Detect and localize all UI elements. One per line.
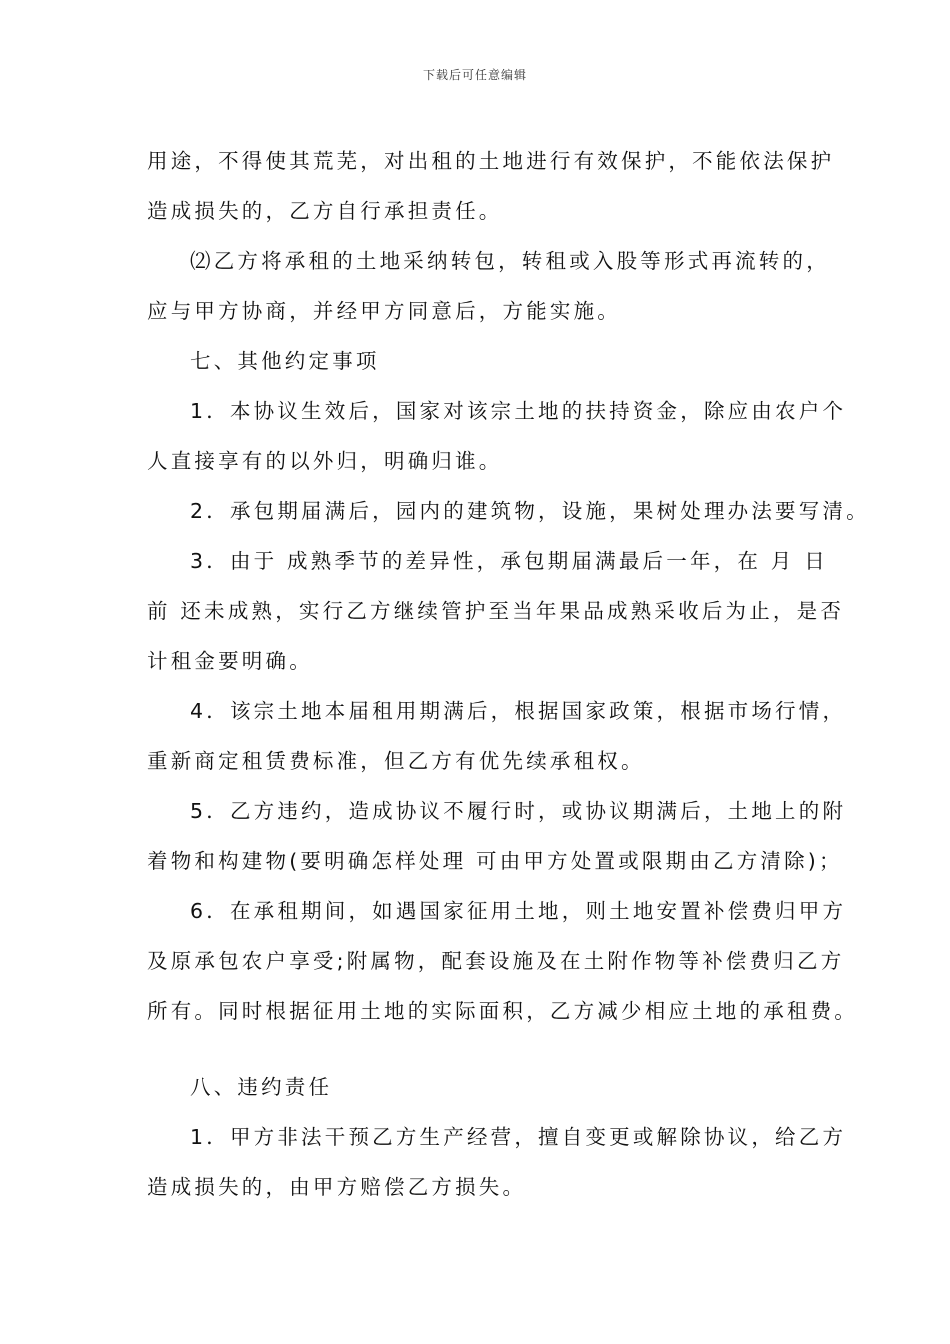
text-line: 用途，不得使其荒芜，对出租的土地进行有效保护，不能依法保护 — [147, 149, 835, 173]
text-line: 4．该宗土地本届租用期满后，根据国家政策，根据市场行情， — [190, 699, 847, 723]
text-line: 前 还未成熟，实行乙方继续管护至当年果品成熟采收后为止，是否 — [147, 599, 845, 623]
text-line: 3．由于 成熟季节的差异性，承包期届满最后一年，在 月 日 — [190, 549, 828, 573]
text-line: 造成损失的，由甲方赔偿乙方损失。 — [147, 1175, 527, 1199]
section-heading: 八、违约责任 — [190, 1075, 333, 1099]
text-line: 2．承包期届满后，园内的建筑物，设施，果树处理办法要写清。 — [190, 499, 870, 523]
text-line: ⑵乙方将承租的土地采纳转包，转租或入股等形式再流转的， — [190, 249, 830, 273]
text-line: 1．本协议生效后，国家对该宗土地的扶持资金，除应由农户个 — [190, 399, 847, 423]
document-body — [147, 136, 870, 1212]
text-line: 人直接享有的以外归，明确归谁。 — [147, 449, 503, 473]
paragraph-gap — [147, 1036, 817, 1062]
text-line: 重新商定租赁费标准，但乙方有优先续承租权。 — [147, 749, 645, 773]
text-line: 着物和构建物(要明确怎样处理 可由甲方处置或限期由乙方清除)； — [147, 849, 843, 873]
page-header: 下载后可任意编辑 — [422, 68, 527, 82]
section-heading: 七、其他约定事项 — [190, 349, 380, 373]
text-line: 计租金要明确。 — [147, 649, 313, 673]
text-line: 造成损失的，乙方自行承担责任。 — [147, 199, 503, 223]
text-line: 所有。同时根据征用土地的实际面积，乙方减少相应土地的承租费。 — [147, 999, 858, 1023]
text-line: 1．甲方非法干预乙方生产经营，擅自变更或解除协议，给乙方 — [190, 1125, 847, 1149]
text-line: 5．乙方违约，造成协议不履行时，或协议期满后，土地上的附 — [190, 799, 847, 823]
text-line: 6．在承租期间，如遇国家征用土地，则土地安置补偿费归甲方 — [190, 899, 847, 923]
text-line: 应与甲方协商，并经甲方同意后，方能实施。 — [147, 299, 621, 323]
text-line: 及原承包农户享受;附属物，配套设施及在土附作物等补偿费归乙方 — [147, 949, 845, 973]
